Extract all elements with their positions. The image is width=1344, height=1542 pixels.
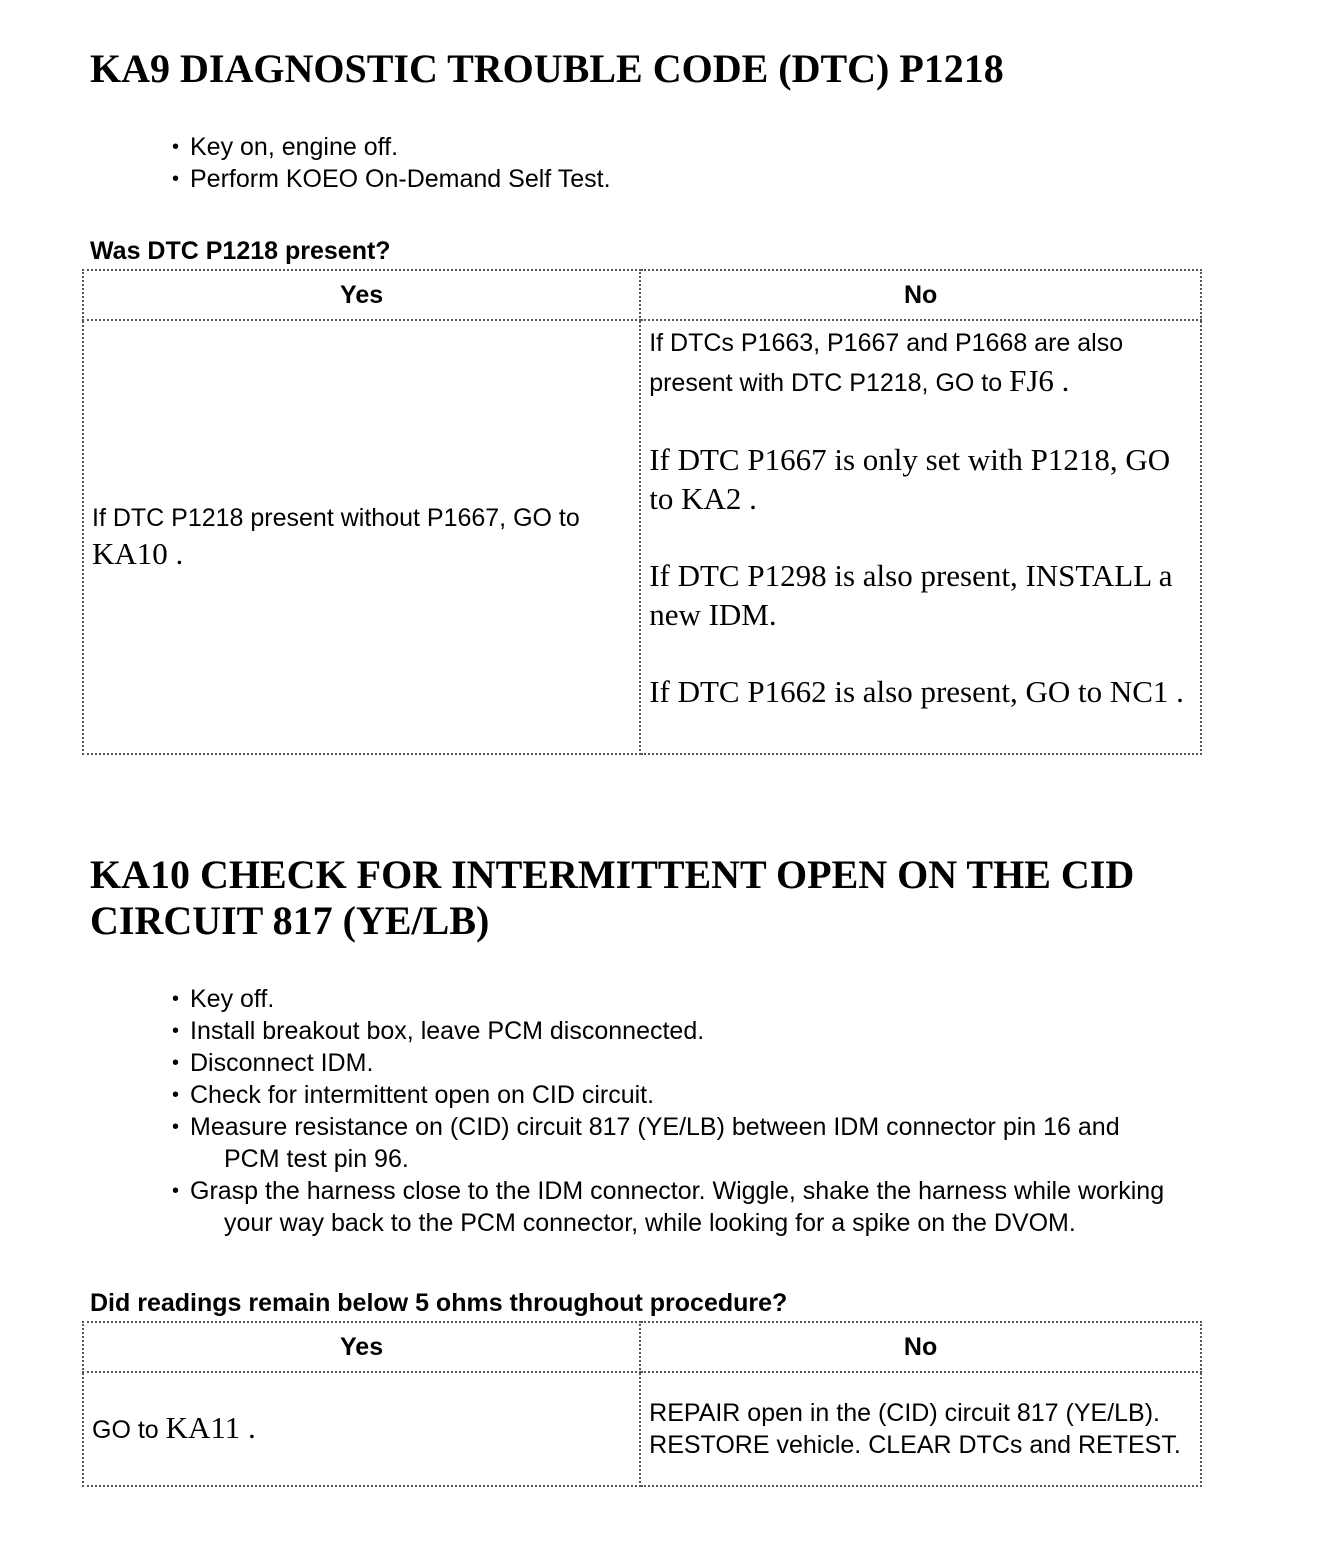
table-row	[83, 1372, 1201, 1486]
no-cell	[640, 320, 1201, 754]
bullet-icon: •	[172, 1052, 180, 1074]
link-ka10[interactable]: KA10	[92, 535, 168, 571]
link-fj6[interactable]: FJ6	[1009, 363, 1054, 398]
list-item: • Grasp the harness close to the IDM connector. Wiggle, shake the harness while working your way back to the PCM connector, while looking for a spike on the DVOM.	[172, 1177, 1165, 1237]
table-row	[83, 320, 1201, 754]
no-header: No	[640, 1322, 1201, 1372]
section-heading-ka10: KA10 CHECK FOR INTERMITTENT OPEN ON THE CID CIRCUIT 817 (YE/LB)	[90, 852, 1135, 943]
yes-header: Yes	[83, 270, 640, 320]
question-ka10: Did readings remain below 5 ohms throughout procedure?	[90, 1289, 788, 1317]
yes-cell: GO to KA11 .	[83, 1372, 640, 1486]
bullet-icon: •	[172, 1020, 180, 1042]
table-header-row	[83, 270, 1201, 320]
list-item: • Measure resistance on (CID) circuit 817 (YE/LB) between IDM connector pin 16 and PCM test pin 96.	[172, 1113, 1120, 1173]
no-option-4: If DTC P1662 is also present, GO to NC1 .	[649, 674, 1184, 709]
section-heading-ka9: KA9 DIAGNOSTIC TROUBLE CODE (DTC) P1218	[90, 46, 1004, 91]
question-ka9: Was DTC P1218 present?	[90, 237, 391, 265]
decision-table-ka9	[82, 269, 1202, 755]
table-header-row	[83, 1322, 1201, 1372]
yes-header: Yes	[83, 1322, 640, 1372]
decision-table-ka10	[82, 1321, 1202, 1487]
link-ka11[interactable]: KA11	[165, 1410, 241, 1445]
list-item: • Install breakout box, leave PCM disconnected.	[172, 1017, 705, 1045]
steps-list-ka9	[172, 131, 1272, 195]
list-item: • Key on, engine off.	[172, 133, 399, 161]
list-item: • Disconnect IDM.	[172, 1049, 374, 1077]
yes-cell: If DTC P1218 present without P1667, GO to KA10 .	[83, 320, 640, 754]
list-item: • Perform KOEO On-Demand Self Test.	[172, 165, 611, 193]
no-option-2: If DTC P1667 is only set with P1218, GO to KA2 .	[649, 442, 1171, 516]
bullet-icon: •	[172, 1116, 180, 1138]
bullet-icon: •	[172, 136, 180, 158]
bullet-icon: •	[172, 988, 180, 1010]
no-cell: REPAIR open in the (CID) circuit 817 (YE/LB). RESTORE vehicle. CLEAR DTCs and RETEST.	[640, 1372, 1201, 1486]
no-option-3: If DTC P1298 is also present, INSTALL a new IDM.	[649, 558, 1173, 632]
list-item: • Check for intermittent open on CID circuit.	[172, 1081, 655, 1109]
steps-list-ka10	[172, 983, 1292, 1239]
list-item: • Key off.	[172, 985, 275, 1013]
bullet-icon: •	[172, 1084, 180, 1106]
no-header: No	[640, 270, 1201, 320]
bullet-icon: •	[172, 1180, 180, 1202]
no-option-1: If DTCs P1663, P1667 and P1668 are also present with DTC P1218, GO to FJ6 .	[649, 329, 1124, 398]
bullet-icon: •	[172, 168, 180, 190]
